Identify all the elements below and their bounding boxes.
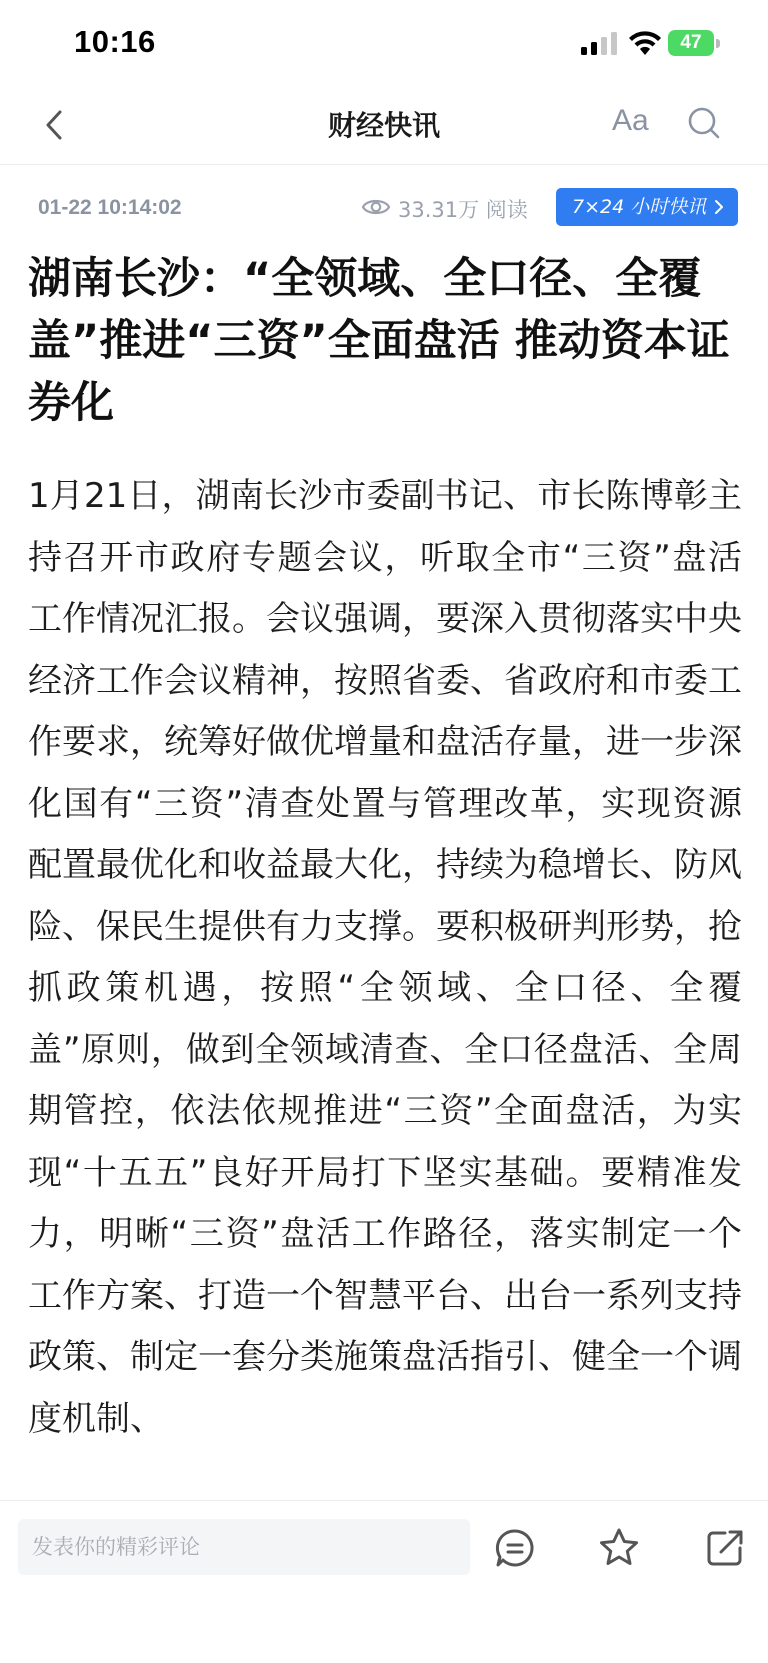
eye-icon <box>361 196 391 218</box>
nav-bar <box>0 86 768 165</box>
publish-time: 01-22 10:14:02 <box>38 196 182 219</box>
battery-tip <box>716 39 720 48</box>
flash-news-button[interactable] <box>556 188 738 226</box>
bottom-bar <box>0 1500 768 1663</box>
share-icon[interactable] <box>703 1526 747 1570</box>
view-count: 33.31万 阅读 <box>398 198 528 222</box>
wifi-icon <box>628 30 662 56</box>
comment-icon[interactable] <box>493 1526 537 1570</box>
article-body: 1月21日，湖南长沙市委副书记、市长陈博彰主持召开市政府专题会议，听取全市“三资”盘活工作情况汇报。会议强调，要深入贯彻落实中央经济工作会议精神，按照省委、省政府和市委工作要求，统筹好做优增量和盘活存量，进一步深化国有“三资”清查处置与管理改革，实现资源配置最优化和收益最大化，持续为稳增长、防风险、保民生提供有力支撑。要积极研判形势，抢抓政策机遇，按照“全领域、全口径、全覆盖”原则，做到全领域清查、全口径盘活、全周期管控，依法依规推进“三资”全面盘活，为实现“十五五”良好开局打下坚实基础。要精准发力，明晰“三资”盘活工作路径，落实制定一个工作方案、打造一个智慧平台、出台一系列支持政策、制定一套分类施策盘活指引、健全一个调度机制、 <box>28 476 742 1439</box>
star-icon[interactable] <box>597 1526 641 1570</box>
article-meta <box>0 188 768 228</box>
font-size-button[interactable]: Aa <box>612 104 649 137</box>
status-time: 10:16 <box>74 24 156 59</box>
page-title: 财经快讯 <box>327 109 440 142</box>
comment-input[interactable] <box>18 1519 470 1575</box>
signal-icon <box>580 32 620 56</box>
status-bar <box>0 0 768 86</box>
search-icon[interactable] <box>684 103 724 143</box>
flash-news-label: 7×24 小时快讯 <box>572 196 707 218</box>
chevron-right-icon <box>714 199 724 215</box>
battery-indicator: 47 <box>668 30 714 56</box>
article-headline: 湖南长沙：“全领域、全口径、全覆盖”推进“三资”全面盘活 推动资本证券化 <box>28 254 730 428</box>
